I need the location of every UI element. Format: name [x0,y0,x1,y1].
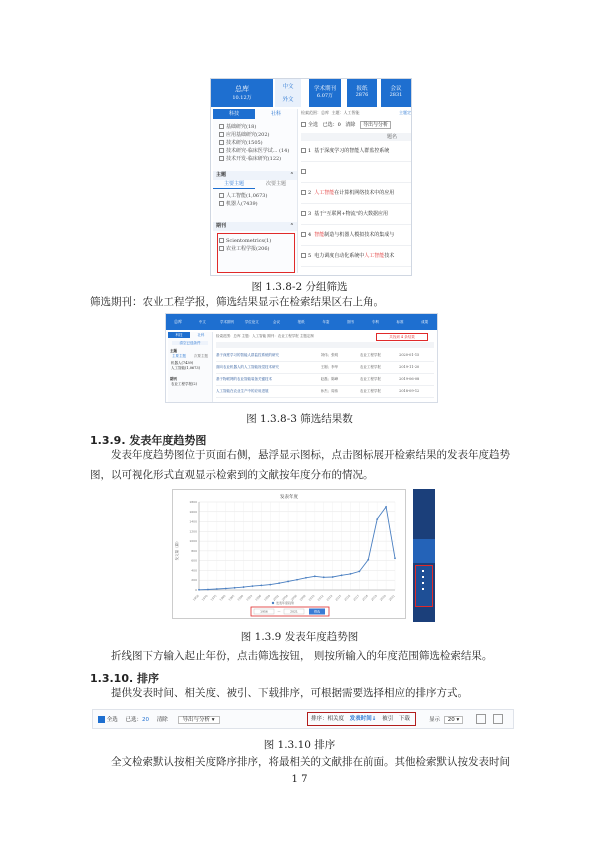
filter-button-label: 筛选 [313,609,321,614]
sort-download[interactable]: 下载 [398,716,410,722]
clear-button[interactable]: 清除 [345,122,356,128]
list-item[interactable]: Scientometrics(1) [213,237,297,245]
x-tick-label: 1975 [209,593,218,602]
tab-language[interactable] [275,79,301,107]
tab-item[interactable]: 会议 [272,320,280,324]
y-axis-label: 发文量（篇） [175,539,179,561]
result-row[interactable] [301,204,411,225]
subject-header[interactable]: 主题 ⌃ [213,171,297,180]
list-item[interactable]: 机器人(7439) [171,361,194,365]
list-item[interactable]: 机器人(7439) [213,200,297,208]
figure-grouped-filter [210,78,412,276]
result-title[interactable]: 基于深度学习的智能人群监控系统的研究 [216,353,279,357]
list-item[interactable]: 基础研究(18) [213,123,297,131]
tab-item[interactable]: 中文 [198,320,206,324]
paragraph-5: 全文检索默认按相关度降序排序，将最相关的文献排在前面。其他检索默认按发表时间 [111,756,510,768]
x-tick-label: 1980 [218,593,227,602]
table-cell: 2020-01-15 [399,353,420,357]
table-cell: 2018-09-12 [399,389,420,393]
table-row[interactable] [216,386,434,398]
y-tick-label: 600 [191,558,197,563]
chevron-up-icon[interactable]: ⌃ [289,223,294,229]
x-tick-label: 2006 [289,593,298,602]
result-title[interactable]: 人工智能在农业生产中的应用进展 [216,389,269,393]
data-point [225,588,227,590]
tab-secondary-subject[interactable]: 次要主题 [265,181,286,187]
y-tick-label: 400 [191,568,197,573]
display-label: 显示 [429,717,441,723]
x-tick-label: 1999 [263,593,271,602]
data-point [260,584,262,586]
table-cell: 孙杰；周伟 [320,389,339,393]
list-item[interactable]: 人工智能(1,0673) [171,366,200,370]
export-button[interactable]: 导出与分析 [360,121,391,129]
tab-count: 2831 [389,92,403,98]
x-tick-label: 2008 [298,593,307,602]
selected-label: 已选： [125,717,143,723]
journal-header[interactable]: 期刊 ⌃ [213,222,297,231]
left-filter-panel [168,332,213,402]
tab-label: 会议 [390,86,402,92]
tab-main-subject[interactable]: 主要主题 [213,180,255,189]
table-row[interactable] [216,362,434,374]
results-toolbar: 全选 已选：0 清除 导出与分析 [301,121,411,130]
y-tick-label: 800 [191,548,197,553]
sort-label: 排序： [311,716,328,722]
chart-title: 发表年度 [280,495,298,500]
select-all-label[interactable]: 全选 [308,122,319,128]
result-title[interactable]: 面向农业机器人的人工智能视觉技术研究 [216,365,279,369]
checkbox[interactable] [301,253,306,258]
select-all-label[interactable]: 全选 [106,717,118,723]
result-list [301,141,411,267]
paragraph-1: 筛选期刊：农业工程学报，筛选结果显示在检索结果区右上角。 [90,296,384,308]
data-point [314,575,316,577]
range-separator: — [277,609,281,614]
x-tick-label: 2014 [325,593,334,602]
result-number: 3 [308,211,312,217]
page-number: 1 7 [291,774,308,785]
tab-secondary-subject[interactable]: 次要主题 [194,354,208,358]
result-title[interactable]: 智能制造与机器人模拟技术的集成与 [314,232,395,238]
x-tick-label: 1970 [200,593,209,602]
x-tick-label: 2021 [387,593,396,602]
data-point [394,557,396,559]
tab-news[interactable] [347,79,377,107]
end-year-value: 2021 [290,609,298,614]
sort-date[interactable]: 发表时间↓ [349,716,377,722]
results-panel: 检索范围：总库 主题：人工智能 主题定 全选 已选：0 清除 导出与分析 题名 1 基于深度学习的智能人群监控系统 2 人工智能在计算机网络技术中的应用 3 基于"互联网+物流"的大数据应用 4 智能制造与机器人模拟技术的集成与 5 电力调度自动化系统中人工智能技术 [301,109,411,273]
x-tick-label: 2019 [370,593,378,602]
result-title[interactable]: 电力调度自动化系统中人工智能技术 [314,253,395,259]
result-count-box: 共找到 4 条结果 [376,333,428,341]
table-row[interactable] [216,350,434,362]
tab-en[interactable]: 外文 [282,97,294,103]
data-point [323,576,325,578]
checkbox[interactable] [219,132,224,137]
section-heading-1-3-9: 1.3.9. 发表年度趋势图 [90,434,207,447]
checkbox[interactable] [301,232,306,237]
data-point [216,588,218,590]
tab-label: 总库 [235,85,249,93]
data-point [278,582,280,584]
tab-count: 2876 [355,92,369,98]
tab-total-library[interactable] [211,79,273,107]
sidebar-block [413,539,435,563]
grid-view-icon[interactable] [493,714,503,724]
tab-item[interactable]: 图书 [347,320,355,324]
data-point [252,585,254,587]
result-row[interactable] [301,183,411,204]
top-tabs [190,314,437,330]
tab-item[interactable]: 学术期刊 [220,320,235,324]
y-tick-label: 200 [191,578,197,583]
tab-label: 学术期刊 [313,86,336,92]
caption-4: 图 1.3.10 排序 [263,739,336,751]
data-point [207,589,209,591]
tab-journal[interactable] [309,79,341,107]
data-point [243,586,245,588]
list-item[interactable]: 应用基础研究(202) [213,131,297,139]
result-table [216,350,434,398]
table-cell: 2019-11-20 [399,365,420,369]
x-tick-label: 1993 [245,593,254,602]
checkbox[interactable] [219,193,224,198]
result-title[interactable]: 基于物联网的农业智能装备关键技术 [216,377,272,381]
tab-main-subject[interactable]: 主要主题 [172,354,186,358]
table-cell: 农业工程学报 [359,365,381,369]
result-title[interactable]: 人工智能在计算机网络技术中的应用 [314,190,395,196]
data-point [376,518,378,520]
sort-options-box [307,712,416,726]
display-group [429,715,463,723]
list-item[interactable]: 农业工程学报(206) [213,245,297,253]
checkbox[interactable] [301,211,306,216]
trend-chart [173,490,405,618]
x-tick-label: 2015 [334,593,343,602]
paragraph-2: 发表年度趋势图位于页面右侧，悬浮显示图标，点击图标展开检索结果的发表年度趋势图，以可视化形式直观显示检索到的文献按年度分布的情况。 [90,449,510,481]
caption-1: 图 1.3.8-2 分组筛选 [251,281,348,293]
tab-item[interactable]: 专利 [371,320,379,324]
list-item[interactable]: 农业工程学报(2) [171,382,197,386]
table-cell: 农业工程学报 [359,353,381,357]
data-point [305,577,307,579]
data-point [385,506,387,508]
y-tick-label: 1600 [189,509,197,514]
data-point [234,587,236,589]
tab-item[interactable]: 报纸 [297,320,305,324]
x-tick-label: 1996 [254,593,263,602]
x-tick-label: 2010 [307,593,316,602]
selected-count: 20 [142,717,150,723]
checkbox[interactable] [219,148,224,153]
list-view-icon[interactable] [476,714,486,724]
table-header [216,342,434,348]
tab-sci[interactable]: 科技 [168,332,190,338]
data-point [332,576,334,578]
list-item[interactable]: 技术开发-临床研究(122) [213,155,297,163]
x-tick-label: 2004 [280,593,289,602]
select-all-checkbox[interactable] [301,122,306,127]
data-point [358,571,360,573]
figure-sort-bar [92,709,514,729]
list-item[interactable]: 技术研究-临床医学试... (14) [213,147,297,155]
list-item[interactable]: 人工智能(1,0673) [213,192,297,200]
result-row[interactable] [301,225,411,246]
data-point [341,574,343,576]
column-header-title: 题名 [301,133,411,141]
tab-soc[interactable]: 社科 [197,333,205,337]
tab-item[interactable]: 学位论文 [244,320,259,324]
journal-header[interactable]: 期刊 [170,377,177,381]
data-point [367,559,369,561]
checkbox[interactable] [219,201,224,206]
checkbox[interactable] [219,140,224,145]
x-tick-label: 1990 [236,593,245,602]
select-group [98,715,220,723]
y-tick-label: 1400 [189,519,197,524]
tab-item[interactable]: 年鉴 [322,320,330,324]
table-cell: 农业工程学报 [359,377,381,381]
result-number: 1 [308,148,312,154]
table-cell: 王刚；李华 [320,365,339,369]
checkbox[interactable] [219,156,224,161]
x-tick-label: 2016 [343,593,352,602]
tab-soc[interactable]: 社科 [270,111,281,117]
clear-button[interactable]: 清除 [156,717,168,723]
legend-marker [272,602,274,604]
result-number: 4 [308,232,312,238]
caption-2: 图 1.3.8-3 筛选结果数 [246,413,353,425]
checkbox[interactable] [219,124,224,129]
start-year-value: 1956 [260,609,268,614]
checkbox[interactable] [301,190,306,195]
table-cell: 农业工程学报 [359,389,381,393]
tab-item[interactable]: 标准 [396,320,404,324]
checkbox[interactable] [301,169,306,174]
data-point [198,589,200,591]
x-tick-label: 2018 [361,593,369,602]
result-number: 5 [308,253,312,259]
result-title[interactable]: 基于"互联网+物流"的大数据应用 [314,211,388,217]
x-tick-label: 1985 [227,593,236,602]
tab-count: 6.07万 [316,93,334,99]
y-tick-label: 0 [195,588,197,592]
y-tick-label: 1000 [189,539,197,544]
section-heading-1-3-10: 1.3.10. 排序 [90,672,159,685]
x-tick-label: 2017 [352,593,361,602]
sort-cite[interactable]: 被引 [382,716,394,722]
result-title[interactable]: 基于深度学习的智能人群监控系统 [314,148,390,154]
paragraph-3: 折线图下方输入起止年份，点击筛选按钮， 则按所输入的年度范围筛选检索结果。 [111,650,493,662]
floating-sidebar [413,489,435,622]
tab-label: 报纸 [356,86,368,92]
tab-total-library[interactable]: 总库 [166,314,190,330]
clear-conditions-button[interactable]: 清空已选条件 [172,341,208,345]
tab-count: 10.12万 [232,95,252,101]
trend-chart-toggle[interactable] [415,565,433,607]
category-list [213,123,297,163]
table-cell: 刘伟；张明 [320,353,339,357]
legend-label: 发表年度趋势 [276,601,295,606]
paragraph-4: 提供发表时间、相关度、被引、下载排序，可根据需要选择相应的排序方式。 [111,687,468,699]
result-row[interactable] [301,246,411,267]
list-item[interactable]: 技术研究(1505) [213,139,297,147]
data-point [350,573,352,575]
y-tick-label: 1800 [189,500,197,504]
filter-toolbar: 检索范围：总库 主题：人工智能 期刊：农业工程学报 主题定制 [216,334,314,338]
chevron-up-icon[interactable]: ⌃ [289,172,294,178]
figure-result-count [165,313,438,403]
data-point [296,579,298,581]
tab-cn[interactable]: 中文 [282,84,294,90]
data-point [287,581,289,583]
x-tick-label: 1956 [191,593,200,602]
x-tick-label: 2020 [378,593,387,602]
table-cell: 赵磊；陈峰 [320,377,339,381]
x-tick-label: 2002 [272,593,280,602]
table-row[interactable] [216,374,434,386]
tab-sci[interactable]: 科技 [213,109,255,119]
page-size-select[interactable]: 20 ▾ [444,716,464,724]
figure-year-trend [172,489,406,619]
caption-3: 图 1.3.9 发表年度趋势图 [240,631,359,643]
tab-conference[interactable] [381,79,411,107]
checkbox[interactable] [301,148,306,153]
select-all-checkbox[interactable] [98,716,105,723]
sort-relevance[interactable]: 相关度 [327,716,345,722]
result-number: 2 [308,190,312,196]
subject-header[interactable]: 主题 [170,349,177,353]
tab-item[interactable]: 成果 [421,320,429,324]
data-point [269,584,271,586]
export-button[interactable]: 导出与分析 ▾ [178,716,220,724]
topic-custom-button[interactable]: 主题定 [399,110,411,115]
result-row[interactable] [301,141,411,162]
result-row[interactable] [301,162,411,183]
highlight-box [217,233,295,273]
y-tick-label: 1200 [189,529,197,534]
x-tick-label: 2012 [316,593,325,602]
table-cell: 2019-06-08 [399,377,420,381]
